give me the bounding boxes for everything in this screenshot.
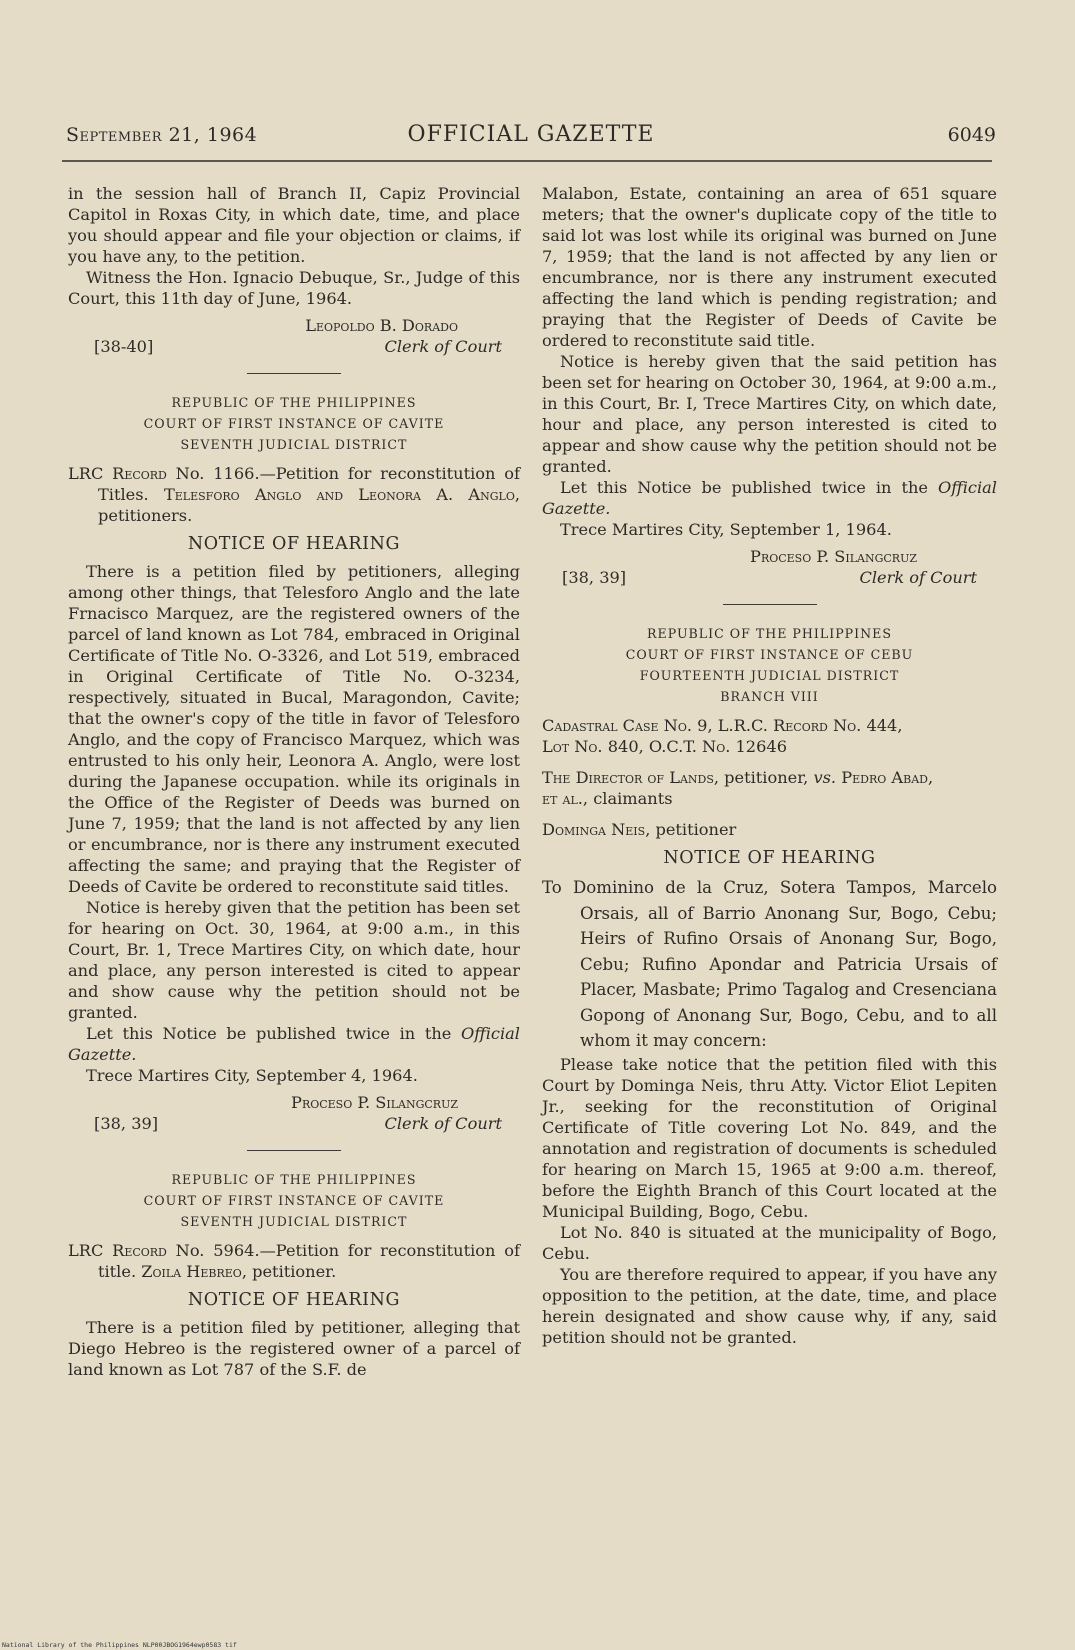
paragraph: in the session hall of Branch II, Capiz Provincial Capitol in Roxas City, in which date, time, and place you should appear and file your objection or claims, if you have any, to the petition. (68, 184, 520, 266)
court-line: FOURTEENTH JUDICIAL DISTRICT (639, 668, 900, 683)
court-line: SEVENTH JUDICIAL DISTRICT (180, 1214, 408, 1229)
court-heading (542, 623, 997, 707)
case-caption: LRC Record No. 5964.—Petition for reconstitution of title. Zoila Hebreo, petitioner. (68, 1241, 520, 1281)
left-column (68, 183, 520, 1380)
paragraph: Lot No. 840 is situated at the municipality of Bogo, Cebu. (542, 1222, 997, 1263)
issue-date: September 21, 1964 (66, 124, 258, 146)
court-line: COURT OF FIRST INSTANCE OF CEBU (625, 647, 914, 662)
case-parties: The Director of Lands, petitioner, vs. Pedro Abad, (542, 768, 934, 787)
paragraph: Malabon, Estate, containing an area of 651 square meters; that the owner's duplicate copy of the title to said lot was lost while its original was burned on June 7, 1959; that the land is not affected by any lien or encumbrance, nor is there any instrument executed affecting the land which is pending registration; and praying that the Register of Deeds of Cavite be ordered to reconstitute said title. (542, 184, 997, 350)
notice-heading: NOTICE OF HEARING (187, 534, 401, 554)
paragraph: Let this Notice be published twice in the Official Gazette. (542, 478, 997, 518)
section-divider (723, 604, 817, 605)
right-column (542, 183, 997, 1348)
petitioner-line: Dominga Neis, petitioner (542, 820, 737, 839)
signature-block (68, 315, 520, 357)
signatory-name: Leopoldo B. Dorado (305, 316, 458, 335)
court-heading (68, 1169, 520, 1232)
paragraph: Notice is hereby given that the said petition has been set for hearing on October 30, 1964, at 9:00 a.m., in this Court, Br. I, Trece Martires City, on which date, hour and place, any person interested is cited to appear and show cause why the petition should not be granted. (542, 352, 997, 476)
paragraph: There is a petition filed by petitioner, alleging that Diego Hebreo is the registered owner of a parcel of land known as Lot 787 of the S.F. de (68, 1318, 520, 1379)
scan-footer: National Library of the Philippines NLP00JBOG1964ewp0583 tif (2, 1641, 237, 1649)
case-caption: Cadastral Case No. 9, L.R.C. Record No. 444, (542, 716, 903, 735)
page-header (66, 124, 996, 154)
paragraph: Trece Martires City, September 1, 1964. (560, 520, 892, 539)
case-caption: Lot No. 840, O.C.T. No. 12646 (542, 737, 788, 756)
signatory-name: Proceso P. Silangcruz (750, 547, 917, 566)
notice-heading: NOTICE OF HEARING (187, 1290, 401, 1310)
paragraph: Trece Martires City, September 4, 1964. (86, 1066, 418, 1085)
court-line: BRANCH VIII (720, 689, 819, 704)
court-line: REPUBLIC OF THE PHILIPPINES (171, 1172, 417, 1187)
header-rule (62, 160, 992, 162)
case-parties: et al., claimants (542, 789, 673, 808)
signatory-title: Clerk of Court (384, 337, 502, 356)
paragraph: Notice is hereby given that the petition has been set for hearing on Oct. 30, 1964, at 9:00 a.m., in this Court, Br. 1, Trece Martires City, on which date, hour and place, any person interested is cited to appear and show cause why the petition should not be granted. (68, 898, 520, 1022)
court-heading (68, 392, 520, 455)
paragraph: There is a petition filed by petitioners, alleging among other things, that Telesforo Anglo and the late Frnacisco Marquez, are the registered owners of the parcel of land known as Lot 784, embraced in Original Certificate of Title No. O-3326, and Lot 519, embraced in Original Certificate of Title No. O-3234, respectively, situated in Bucal, Maragondon, Cavite; that the owner's copy of the title in favor of Telesforo Anglo, and the copy of Francisco Marquez, which was entrusted to his only heir, Leonora A. Anglo, were lost during the Japanese occupation. while its originals in the Office of the Register of Deeds was burned on June 7, 1959; that the land is not affected by any lien or encumbrance, nor is there any instrument executed affecting the same; and praying that the Register of Deeds of Cavite be ordered to reconstitute said titles. (68, 562, 520, 896)
court-line: COURT OF FIRST INSTANCE OF CAVITE (143, 1193, 445, 1208)
notice-heading: NOTICE OF HEARING (663, 848, 876, 868)
case-caption: LRC Record No. 1166.—Petition for reconstitution of Titles. Telesforo Anglo and Leonora A. Anglo, petitioners. (68, 464, 520, 525)
signature-block (68, 1092, 520, 1134)
issue-reference: [38, 39] (562, 568, 627, 587)
paragraph: You are therefore required to appear, if you have any opposition to the petition, at the date, time, and place herein designated and show cause why, if any, said petition should not be granted. (542, 1264, 997, 1347)
publication-title: OFFICIAL GAZETTE (407, 122, 655, 147)
section-divider (247, 1150, 341, 1151)
paragraph: Let this Notice be published twice in the Official Gazette. (68, 1024, 520, 1064)
court-line: SEVENTH JUDICIAL DISTRICT (180, 437, 408, 452)
issue-reference: [38, 39] (94, 1114, 159, 1133)
page-number: 6049 (947, 124, 996, 146)
issue-reference: [38-40] (94, 337, 154, 356)
paragraph: Witness the Hon. Ignacio Debuque, Sr., Judge of this Court, this 11th day of June, 1964. (68, 268, 520, 308)
signatory-title: Clerk of Court (859, 568, 977, 587)
paragraph: Please take notice that the petition filed with this Court by Dominga Neis, thru Atty. Victor Eliot Lepiten Jr., seeking for the reconstitution of Original Certificate of Title covering Lot No. 849, and the annotation and registration of documents is scheduled for hearing on March 15, 1965 at 9:00 a.m. thereof, before the Eighth Branch of this Court located at the Municipal Building, Bogo, Cebu. (542, 1054, 997, 1221)
section-divider (247, 373, 341, 374)
court-line: COURT OF FIRST INSTANCE OF CAVITE (143, 416, 445, 431)
notice-addressees: To Dominino de la Cruz, Sotera Tampos, Marcelo Orsais, all of Barrio Anonang Sur, Bogo, Cebu; Heirs of Rufino Orsais of Anonang Sur, Bogo, Cebu; Rufino Apondar and Patricia Ursais of Placer, Masbate; Primo Tagalog and Cresenciana Gopong of Anonang Sur, Bogo, Cebu, and to all whom it may concern: (542, 878, 997, 1050)
court-line: REPUBLIC OF THE PHILIPPINES (647, 626, 892, 641)
signature-block (542, 546, 997, 588)
signatory-name: Proceso P. Silangcruz (291, 1093, 458, 1112)
court-line: REPUBLIC OF THE PHILIPPINES (171, 395, 417, 410)
signatory-title: Clerk of Court (384, 1114, 502, 1133)
